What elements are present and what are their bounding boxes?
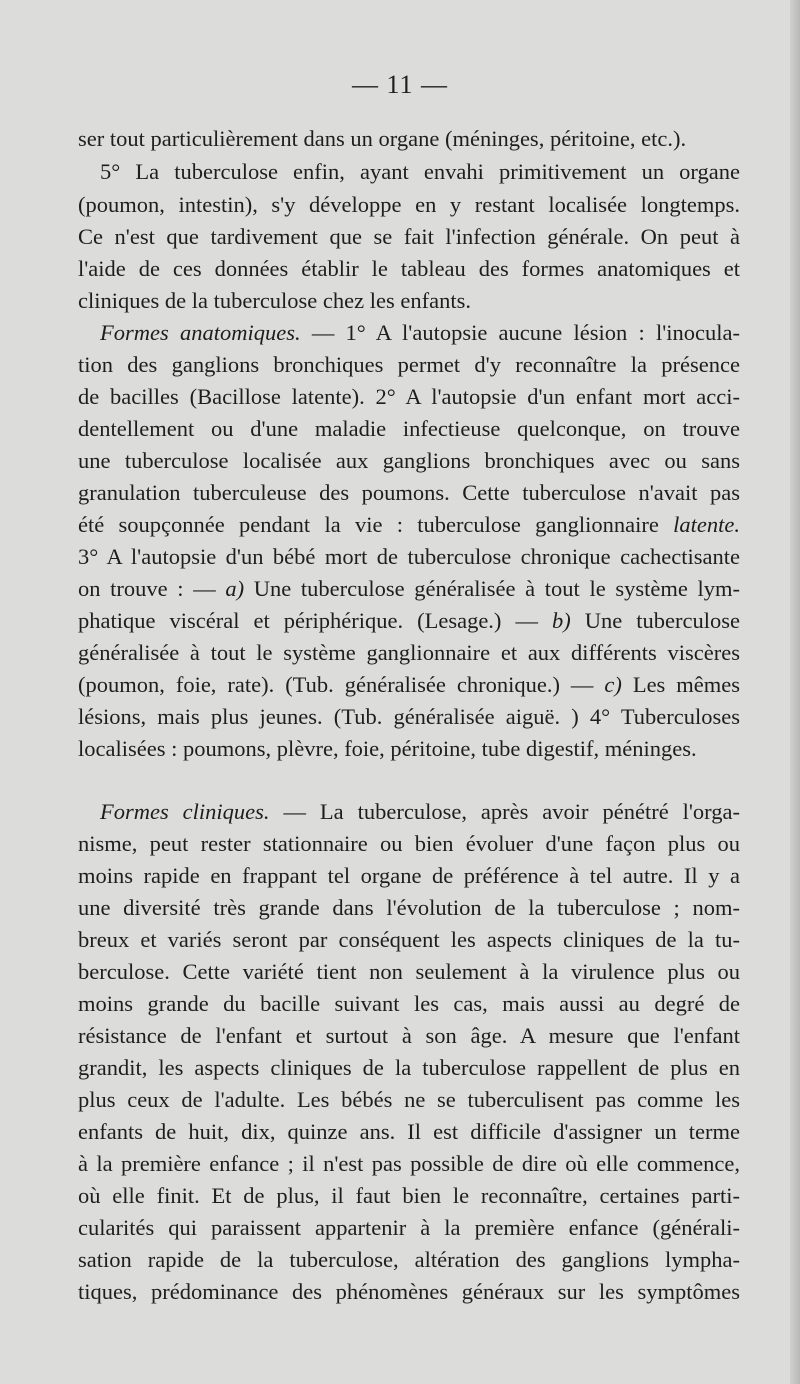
text-line (100, 318, 740, 348)
text-line (78, 670, 740, 700)
text-line: 3° A l'autopsie d'un bébé mort de tuberculose chronique cachectisante (78, 544, 740, 569)
text-line: moins grande du bacille suivant les cas, mais aussi au degré de (78, 991, 740, 1016)
text-line (78, 574, 740, 604)
text-line: sation rapide de la tuberculose, altération des ganglions lympha- (78, 1247, 740, 1272)
text-line: cularités qui paraissent appartenir à la première enfance (générali- (78, 1215, 740, 1240)
text-line: 5° La tuberculose enfin, ayant envahi primitivement un organe (100, 159, 740, 184)
text-line: lésions, mais plus jeunes. (Tub. généralisée aiguë. ) 4° Tuberculoses (78, 704, 740, 729)
text-line: ser tout particulièrement dans un organe (méninges, péritoine, etc.). (78, 126, 687, 151)
text-span: — La tuberculose, après avoir pénétré l'orga- (269, 799, 740, 824)
text-line: (poumon, intestin), s'y développe en y restant localisée longtemps. (78, 192, 740, 217)
text-line (78, 510, 740, 540)
text-line: cliniques de la tuberculose chez les enfants. (78, 288, 471, 313)
text-span: (poumon, foie, rate). (Tub. généralisée chronique.) — (78, 672, 605, 697)
text-line: breux et variés seront par conséquent les aspects cliniques de la tu- (78, 927, 740, 952)
text-line: tiques, prédominance des phénomènes généraux sur les symptômes (78, 1279, 740, 1304)
text-line: grandit, les aspects cliniques de la tuberculose rappellent de plus en (78, 1055, 740, 1080)
page-number: — 11 — (351, 70, 449, 99)
text-span: Les mêmes (621, 672, 740, 697)
text-line: à la première enfance ; il n'est pas possible de dire où elle commence, (78, 1151, 740, 1176)
text-line: plus ceux de l'adulte. Les bébés ne se tuberculisent pas comme les (78, 1087, 740, 1112)
text-line: granulation tuberculeuse des poumons. Cette tuberculose n'avait pas (78, 480, 740, 505)
text-line: une diversité très grande dans l'évolution de la tuberculose ; nom- (78, 895, 740, 920)
italic-letter-a: a) (225, 576, 245, 601)
text-span: Une tuberculose généralisée à tout le système lym- (244, 576, 740, 601)
text-line: tion des ganglions bronchiques permet d'y reconnaître la présence (78, 352, 740, 377)
text-span: phatique viscéral et périphérique. (Lesage.) — (78, 608, 552, 633)
text-line (78, 606, 740, 636)
text-line: nisme, peut rester stationnaire ou bien évoluer d'une façon plus ou (78, 831, 740, 856)
text-line: de bacilles (Bacillose latente). 2° A l'autopsie d'un enfant mort acci- (78, 384, 740, 409)
italic-letter-b: b) (551, 608, 571, 633)
text-span: été soupçonnée pendant la vie : tuberculose ganglionnaire (78, 512, 674, 537)
text-line: l'aide de ces données établir le tableau des formes anatomiques et (78, 256, 740, 281)
page-edge-shadow (790, 0, 800, 1384)
italic-letter-c: c) (604, 672, 622, 697)
text-line: moins rapide en frappant tel organe de préférence à tel autre. Il y a (78, 863, 740, 888)
text-line: berculose. Cette variété tient non seulement à la virulence plus ou (78, 959, 740, 984)
text-line: enfants de huit, dix, quinze ans. Il est difficile d'assigner un terme (78, 1119, 740, 1144)
text-span: on trouve : — (78, 576, 226, 601)
italic-term: latente. (673, 512, 740, 537)
text-line: résistance de l'enfant et surtout à son âge. A mesure que l'enfant (78, 1023, 740, 1048)
text-line: dentellement ou d'une maladie infectieuse quelconque, on trouve (78, 416, 740, 441)
text-line: Ce n'est que tardivement que se fait l'infection générale. On peut à (78, 224, 740, 249)
text-line: localisées : poumons, plèvre, foie, péritoine, tube digestif, méninges. (78, 736, 697, 761)
section-heading-anatomiques: Formes anatomiques. (100, 320, 301, 345)
text-span: — 1° A l'autopsie aucune lésion : l'inocula- (300, 320, 740, 345)
text-line: où elle finit. Et de plus, il faut bien le reconnaître, certaines parti- (78, 1183, 740, 1208)
section-heading-cliniques: Formes cliniques. (100, 799, 270, 824)
text-line: une tuberculose localisée aux ganglions bronchiques avec ou sans (78, 448, 740, 473)
text-line: généralisée à tout le système ganglionnaire et aux différents viscères (78, 640, 740, 665)
text-span: Une tuberculose (570, 608, 740, 633)
text-line (100, 797, 740, 827)
